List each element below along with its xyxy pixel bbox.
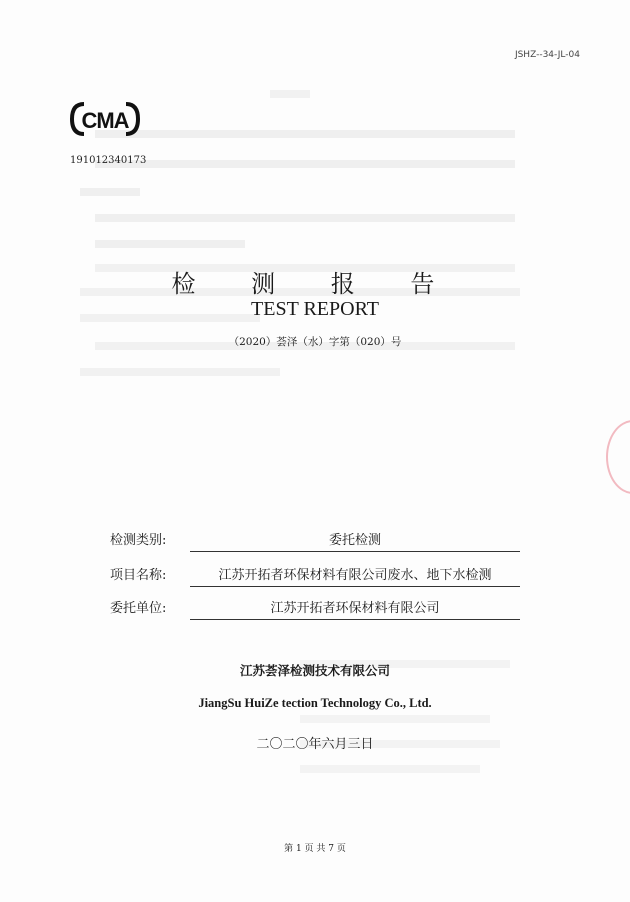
bleed-through-line bbox=[95, 214, 515, 222]
bleed-through-line bbox=[300, 715, 490, 723]
cma-logo bbox=[70, 100, 140, 138]
report-title-en: TEST REPORT bbox=[251, 298, 379, 320]
info-label: 检测类别: bbox=[110, 533, 167, 548]
info-row-client bbox=[110, 596, 520, 620]
underline bbox=[190, 551, 520, 552]
bleed-through-line bbox=[95, 240, 245, 248]
bleed-through-line bbox=[80, 368, 280, 376]
info-row-project bbox=[110, 563, 520, 587]
document-code: JSHZ--34-JL-04 bbox=[514, 50, 580, 60]
info-label: 项目名称: bbox=[110, 568, 167, 583]
info-value: 江苏开拓者环保材料有限公司废水、地下水检测 bbox=[218, 568, 492, 583]
company-name-en: JiangSu HuiZe tection Technology Co., Ltd. bbox=[198, 696, 432, 710]
seal-stamp-edge bbox=[606, 420, 630, 494]
bleed-through-line bbox=[95, 160, 515, 168]
company-name-cn: 江苏荟泽检测技术有限公司 bbox=[239, 663, 390, 678]
info-label: 委托单位: bbox=[110, 601, 167, 616]
bleed-through-line bbox=[270, 90, 310, 98]
report-title-cn: 检 测 报 告 bbox=[171, 270, 459, 298]
info-value: 委托检测 bbox=[328, 533, 381, 548]
bleed-through-line bbox=[80, 188, 140, 196]
certificate-number: 191012340173 bbox=[70, 155, 147, 166]
issue-date: 二〇二〇年六月三日 bbox=[256, 737, 374, 752]
bleed-through-line bbox=[95, 130, 515, 138]
info-row-category bbox=[110, 528, 520, 552]
bleed-through-line bbox=[300, 765, 480, 773]
info-value: 江苏开拓者环保材料有限公司 bbox=[270, 601, 440, 616]
cma-logo-text: CMA bbox=[81, 108, 129, 133]
page-indicator: 第 1 页 共 7 页 bbox=[284, 844, 346, 854]
underline bbox=[190, 586, 520, 587]
report-number: （2020）荟泽（水）字第（020）号 bbox=[228, 336, 402, 348]
underline bbox=[190, 619, 520, 620]
